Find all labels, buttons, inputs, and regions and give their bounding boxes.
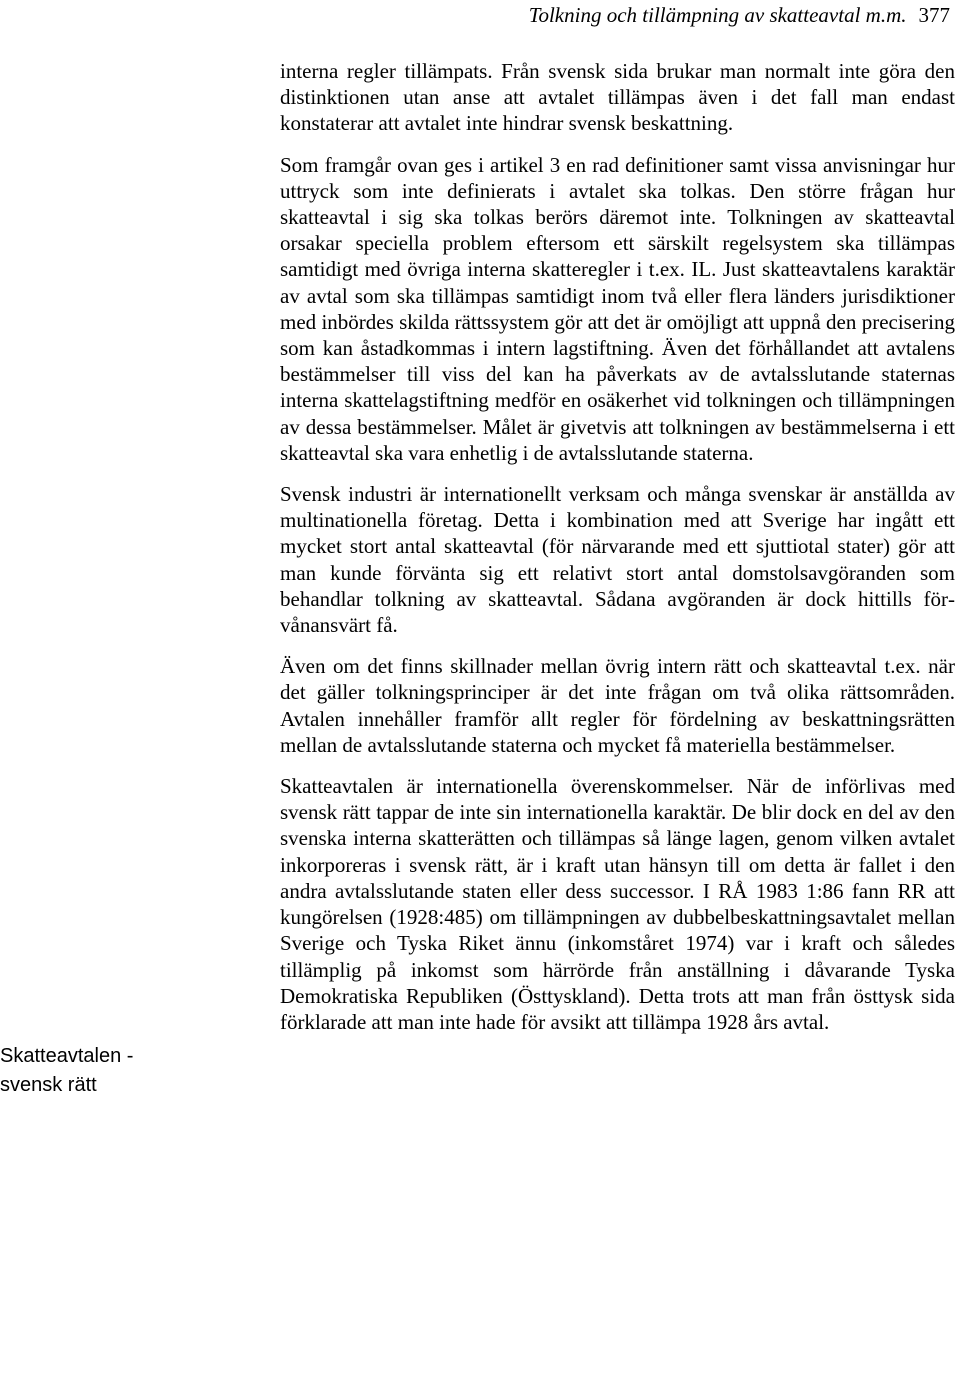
paragraph: Även om det finns skillnader mellan övrig intern rätt och skatteavtal t.ex. när det gäller tolkningsprinciper är det inte frågan om två olika rättsområden. Avtalen innehåller framför allt regler för fördelning av beskattningsrätten mellan de avtalsslutande staterna och mycket få materiella bestämmelser. xyxy=(280,654,955,757)
running-title: Tolkning och tillämpning av skatteavtal m.m. xyxy=(528,3,907,27)
paragraph: Svensk industri är internationellt verksam och många svenskar är anställda av multinationella företag. Detta i kombination med att Sverige har ingått ett mycket stort antal skatteavtal (för närvarande med ett sjuttiotal stater) gör att man kunde förvänta sig ett relativt stort antal domstolsavgöranden som behandlar tolkning av skatteavtal. Sådana avgöranden är dock hittills förvånansvärt få. xyxy=(280,482,955,638)
body-text xyxy=(280,58,955,1050)
margin-heading: Skatteavtalen - svensk rätt xyxy=(0,1045,134,1096)
paragraph: interna regler tillämpats. Från svensk sida brukar man normalt inte göra den distinktionen utan anse att avtalet tillämpas även i det fall man endast konstaterar att avtalet inte hindrar svensk beskattning. xyxy=(280,59,955,136)
page-number: 377 xyxy=(918,3,950,27)
running-header xyxy=(529,2,950,28)
paragraph: Skatteavtalen är internationella överenskommelser. När de införlivas med svensk rätt tappar de inte sin internationella karaktär. De blir dock en del av den svenska interna skatterätten och tillämpas så länge lagen, genom vilken avtalet inkorporeras i svensk rätt, är i kraft utan hänsyn till om detta är fallet i den andra avtalsslutande staten eller dess successor. I RÅ 1983 1:86 fann RR att kungörelsen (1928:485) om tillämpningen av dubbelbeskattningsavtalet mellan Sverige och Tyska Riket ännu (inkomståret 1974) var i kraft och således tillämplig på inkomst som härrörde från anställning i dåvarande Tyska Demokratiska Republiken (Östtyskland). Detta trots att man från östtysk sida förklarade att man inte hade för avsikt att tillämpa 1928 års avtal. xyxy=(280,774,955,1034)
paragraph: Som framgår ovan ges i artikel 3 en rad definitioner samt vissa anvisningar hur uttryck som inte definierats i avtalet ska tolkas. Den större frågan hur skatteavtal i sig ska tolkas berörs däremot inte. Tolkningen av skatteavtal orsakar speciella problem eftersom ett särskilt regelsystem ska tillämpas samtidigt med övriga interna skatteregler i t.ex. IL. Just skatteavtalens karaktär av avtal som ska tillämpas samtidigt inom två eller flera länders jurisdiktioner med inbördes skilda rättssystem gör att det är omöjligt att uppnå den precisering som kan åstadkommas i intern lagstiftning. Även det förhållandet att avtalens bestämmelser till viss del kan ha påverkats av de avtalsslutande staternas interna skattelagstiftning medför en osäkerhet vid tolkningen och tillämpningen av dessa bestämmelser. Målet är givetvis att tolkningen av bestämmelserna i ett skatteavtal ska vara enhetlig i de avtalsslutande staterna. xyxy=(280,152,955,465)
